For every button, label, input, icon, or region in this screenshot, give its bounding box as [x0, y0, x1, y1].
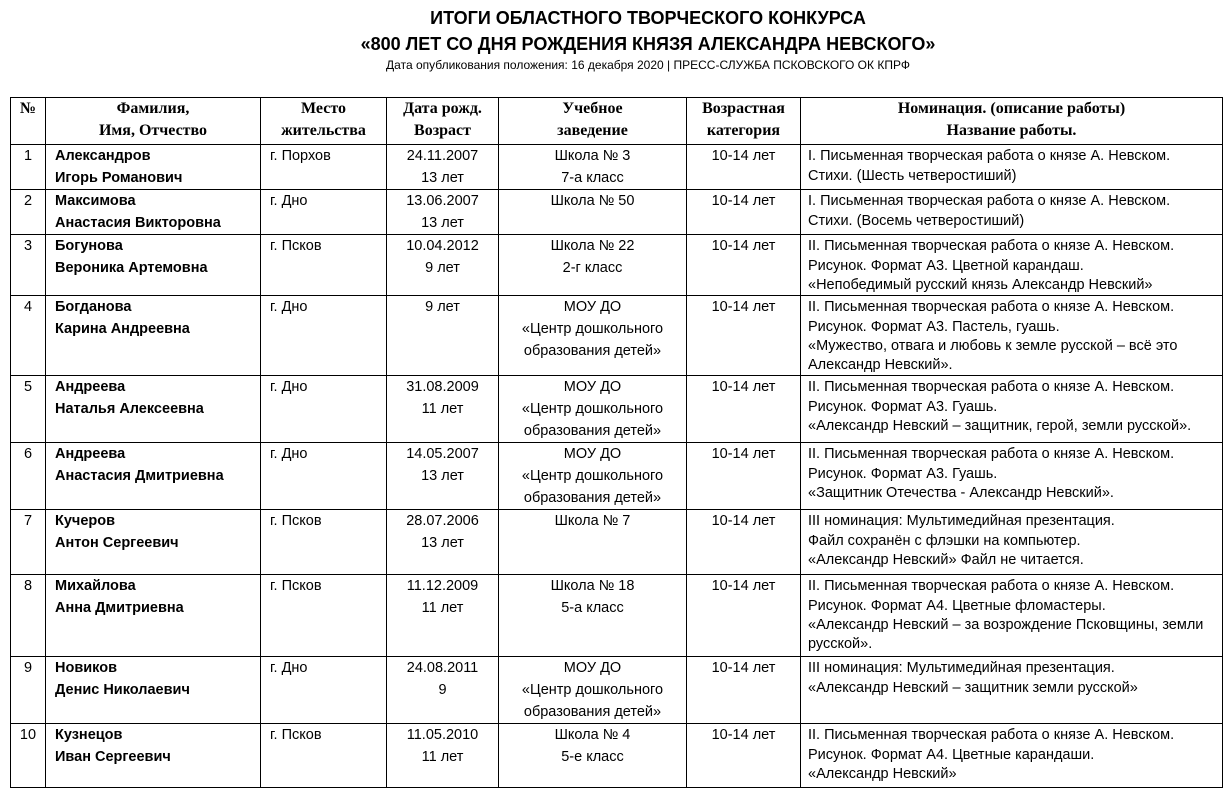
school-line: «Центр дошкольного [521, 682, 664, 698]
place: г. Псков [270, 727, 322, 743]
age: 11 лет [421, 401, 464, 417]
surname: Андреева [55, 379, 126, 395]
given-names: Денис Николаевич [55, 682, 190, 698]
cell-dob [387, 296, 499, 376]
row-number: 4 [23, 299, 33, 315]
given-names: Анна Дмитриевна [55, 600, 184, 616]
nomination-line: II. Письменная творческая работа о князе А. Невском. [808, 578, 1175, 594]
school-line: 7-а класс [561, 170, 624, 186]
nomination-line: II. Письменная творческая работа о князе А. Невском. [808, 727, 1175, 743]
nomination-line: «Защитник Отечества - Александр Невский». [808, 485, 1114, 501]
place: г. Псков [270, 238, 322, 254]
cell-number [11, 443, 46, 510]
surname: Богунова [55, 238, 123, 254]
table-row [11, 724, 1223, 788]
cell-name [46, 575, 261, 657]
cell-school [499, 235, 687, 296]
cell-nomination [801, 235, 1223, 296]
header-category-line: Возрастная [702, 100, 785, 117]
school-line: Школа № 22 [550, 238, 635, 254]
header-nomination [801, 98, 1223, 145]
school-line: Школа № 3 [554, 148, 631, 164]
cell-school [499, 190, 687, 235]
given-names: Игорь Романович [55, 170, 183, 186]
cell-number [11, 575, 46, 657]
age-category: 10-14 лет [711, 148, 776, 164]
age: 11 лет [421, 749, 464, 765]
place: г. Дно [270, 299, 308, 315]
cell-nomination [801, 296, 1223, 376]
document-header [72, 5, 1224, 73]
cell-school [499, 145, 687, 190]
surname: Кучеров [55, 513, 116, 529]
nomination-line: Рисунок. Формат А3. Гуашь. [808, 399, 998, 415]
nomination-line: Файл сохранён с флэшки на компьютер. [808, 533, 1081, 549]
school-line: образования детей» [523, 490, 662, 506]
cell-place [261, 145, 387, 190]
nomination-line: II. Письменная творческая работа о князе А. Невском. [808, 299, 1175, 315]
cell-nomination [801, 510, 1223, 575]
nomination-line: Рисунок. Формат А4. Цветные фломастеры. [808, 598, 1106, 614]
cell-dob [387, 443, 499, 510]
cell-name [46, 510, 261, 575]
row-number: 10 [19, 727, 37, 743]
cell-category [687, 376, 801, 443]
cell-nomination [801, 376, 1223, 443]
birth-date: 13.06.2007 [406, 193, 479, 209]
cell-name [46, 724, 261, 788]
age: 13 лет [421, 215, 464, 231]
cell-dob [387, 575, 499, 657]
row-number: 3 [23, 238, 33, 254]
nomination-line: Рисунок. Формат А3. Гуашь. [808, 466, 998, 482]
header-place-line: Место [301, 100, 346, 117]
place: г. Дно [270, 446, 308, 462]
nomination-line: II. Письменная творческая работа о князе А. Невском. [808, 238, 1175, 254]
cell-school [499, 657, 687, 724]
header-category-line: категория [706, 122, 781, 139]
given-names: Анастасия Дмитриевна [55, 468, 224, 484]
place: г. Дно [270, 660, 308, 676]
row-number: 1 [23, 148, 33, 164]
nomination-line: Рисунок. Формат А4. Цветные карандаши. [808, 747, 1095, 763]
table-row [11, 145, 1223, 190]
row-number: 7 [23, 513, 33, 529]
birth-date: 11.12.2009 [406, 578, 479, 594]
school-line: Школа № 18 [550, 578, 635, 594]
nomination-line: «Александр Невский – защитник, герой, земли русской». [808, 418, 1192, 434]
header-school [499, 98, 687, 145]
cell-number [11, 296, 46, 376]
place: г. Дно [270, 193, 308, 209]
school-line: 2-г класс [562, 260, 623, 276]
given-names: Наталья Алексеевна [55, 401, 204, 417]
table-row [11, 657, 1223, 724]
cell-nomination [801, 145, 1223, 190]
cell-category [687, 510, 801, 575]
row-number: 9 [23, 660, 33, 676]
cell-school [499, 510, 687, 575]
nomination-line: I. Письменная творческая работа о князе А. Невском. [808, 148, 1171, 164]
age-category: 10-14 лет [711, 299, 776, 315]
cell-nomination [801, 443, 1223, 510]
nomination-line: «Непобедимый русский князь Александр Невский» [808, 277, 1153, 293]
header-school-line: Учебное [562, 100, 623, 117]
cell-place [261, 724, 387, 788]
cell-dob [387, 145, 499, 190]
title-line-2: «800 ЛЕТ СО ДНЯ РОЖДЕНИЯ КНЯЗЯ АЛЕКСАНДРА НЕВСКОГО» [360, 34, 936, 54]
cell-number [11, 657, 46, 724]
cell-name [46, 190, 261, 235]
cell-place [261, 657, 387, 724]
results-table [10, 97, 1223, 788]
row-number: 8 [23, 578, 33, 594]
age-category: 10-14 лет [711, 238, 776, 254]
table-row [11, 235, 1223, 296]
given-names: Карина Андреевна [55, 321, 190, 337]
header-number [11, 98, 46, 145]
school-line: «Центр дошкольного [521, 401, 664, 417]
place: г. Псков [270, 578, 322, 594]
nomination-line: Стихи. (Восемь четверостиший) [808, 213, 1025, 229]
header-name-line: Имя, Отчество [98, 122, 208, 139]
birth-date: 11.05.2010 [406, 727, 479, 743]
cell-school [499, 575, 687, 657]
cell-school [499, 296, 687, 376]
cell-number [11, 145, 46, 190]
nomination-line: Рисунок. Формат А3. Цветной карандаш. [808, 258, 1084, 274]
surname: Александров [55, 148, 151, 164]
cell-category [687, 296, 801, 376]
cell-category [687, 190, 801, 235]
given-names: Иван Сергеевич [55, 749, 171, 765]
cell-place [261, 296, 387, 376]
given-names: Антон Сергеевич [55, 535, 179, 551]
age-category: 10-14 лет [711, 660, 776, 676]
header-nomination-line: Номинация. (описание работы) [897, 100, 1126, 117]
cell-school [499, 724, 687, 788]
cell-dob [387, 657, 499, 724]
nomination-line: русской». [808, 636, 873, 652]
table-row [11, 190, 1223, 235]
header-name-line: Фамилия, [116, 100, 190, 117]
birth-date: 28.07.2006 [406, 513, 479, 529]
cell-category [687, 235, 801, 296]
age-category: 10-14 лет [711, 513, 776, 529]
birth-date: 24.11.2007 [406, 148, 479, 164]
school-line: «Центр дошкольного [521, 321, 664, 337]
cell-place [261, 575, 387, 657]
cell-nomination [801, 724, 1223, 788]
school-line: МОУ ДО [563, 660, 622, 676]
nomination-line: «Александр Невский – защитник земли русской» [808, 680, 1138, 696]
cell-place [261, 190, 387, 235]
row-number: 6 [23, 446, 33, 462]
school-line: 5-е класс [561, 749, 624, 765]
header-school-line: заведение [557, 122, 628, 139]
school-line: «Центр дошкольного [521, 468, 664, 484]
cell-category [687, 657, 801, 724]
school-line: образования детей» [523, 704, 662, 720]
school-line: МОУ ДО [563, 446, 622, 462]
cell-number [11, 376, 46, 443]
birth-date: 31.08.2009 [406, 379, 479, 395]
age: 9 лет [425, 260, 460, 276]
surname: Андреева [55, 446, 126, 462]
row-number: 2 [23, 193, 33, 209]
age-category: 10-14 лет [711, 727, 776, 743]
cell-dob [387, 724, 499, 788]
cell-nomination [801, 575, 1223, 657]
age-category: 10-14 лет [711, 193, 776, 209]
age-category: 10-14 лет [711, 578, 776, 594]
nomination-line: Стихи. (Шесть четверостиший) [808, 168, 1017, 184]
surname: Кузнецов [55, 727, 123, 743]
age-category: 10-14 лет [711, 379, 776, 395]
header-category [687, 98, 801, 145]
school-line: МОУ ДО [563, 379, 622, 395]
cell-place [261, 443, 387, 510]
place: г. Псков [270, 513, 322, 529]
cell-nomination [801, 190, 1223, 235]
nomination-line: Рисунок. Формат А3. Пастель, гуашь. [808, 319, 1060, 335]
cell-number [11, 510, 46, 575]
school-line: образования детей» [523, 343, 662, 359]
cell-dob [387, 235, 499, 296]
cell-category [687, 443, 801, 510]
age: 9 лет [425, 299, 460, 315]
cell-dob [387, 510, 499, 575]
header-dob-line: Дата рожд. [403, 100, 482, 117]
nomination-line: III номинация: Мультимедийная презентация. [808, 513, 1115, 529]
nomination-line: II. Письменная творческая работа о князе А. Невском. [808, 446, 1175, 462]
cell-category [687, 575, 801, 657]
age-category: 10-14 лет [711, 446, 776, 462]
nomination-line: «Александр Невский – за возрождение Псковщины, земли [808, 617, 1204, 633]
header-dob-line: Возраст [414, 122, 471, 139]
cell-number [11, 190, 46, 235]
place: г. Порхов [270, 148, 331, 164]
title-line-1: ИТОГИ ОБЛАСТНОГО ТВОРЧЕСКОГО КОНКУРСА [430, 8, 866, 28]
cell-category [687, 145, 801, 190]
header-place [261, 98, 387, 145]
age: 13 лет [421, 468, 464, 484]
cell-name [46, 235, 261, 296]
publication-subtitle: Дата опубликования положения: 16 декабря 2020 | ПРЕСС-СЛУЖБА ПСКОВСКОГО ОК КПРФ [386, 58, 910, 72]
surname: Михайлова [55, 578, 136, 594]
school-line: Школа № 4 [554, 727, 631, 743]
cell-name [46, 443, 261, 510]
header-place-line: жительства [281, 122, 366, 139]
row-number: 5 [23, 379, 33, 395]
surname: Богданова [55, 299, 132, 315]
header-dob [387, 98, 499, 145]
cell-place [261, 235, 387, 296]
table-row [11, 376, 1223, 443]
age: 13 лет [421, 535, 464, 551]
table-row [11, 510, 1223, 575]
school-line: 5-а класс [561, 600, 624, 616]
birth-date: 14.05.2007 [406, 446, 479, 462]
birth-date: 10.04.2012 [406, 238, 479, 254]
birth-date: 24.08.2011 [406, 660, 479, 676]
nomination-line: I. Письменная творческая работа о князе А. Невском. [808, 193, 1171, 209]
nomination-line: «Александр Невский» Файл не читается. [808, 552, 1084, 568]
nomination-line: «Мужество, отвага и любовь к земле русской – всё это [808, 338, 1178, 354]
header-name [46, 98, 261, 145]
surname: Новиков [55, 660, 117, 676]
cell-school [499, 376, 687, 443]
cell-place [261, 510, 387, 575]
cell-dob [387, 376, 499, 443]
cell-place [261, 376, 387, 443]
age: 13 лет [421, 170, 464, 186]
table-header-row [11, 98, 1223, 145]
table-row [11, 443, 1223, 510]
cell-name [46, 145, 261, 190]
given-names: Вероника Артемовна [55, 260, 208, 276]
nomination-line: II. Письменная творческая работа о князе А. Невском. [808, 379, 1175, 395]
nomination-line: «Александр Невский» [808, 766, 957, 782]
cell-number [11, 235, 46, 296]
surname: Максимова [55, 193, 136, 209]
place: г. Дно [270, 379, 308, 395]
cell-nomination [801, 657, 1223, 724]
cell-category [687, 724, 801, 788]
cell-dob [387, 190, 499, 235]
cell-name [46, 376, 261, 443]
nomination-line: III номинация: Мультимедийная презентация. [808, 660, 1115, 676]
age: 9 [438, 682, 447, 698]
school-line: образования детей» [523, 423, 662, 439]
table-row [11, 575, 1223, 657]
age: 11 лет [421, 600, 464, 616]
given-names: Анастасия Викторовна [55, 215, 221, 231]
nomination-line: Александр Невский». [808, 357, 953, 373]
header-nomination-line: Название работы. [946, 122, 1077, 139]
cell-number [11, 724, 46, 788]
cell-school [499, 443, 687, 510]
cell-name [46, 657, 261, 724]
header-number-label: № [19, 100, 37, 117]
school-line: МОУ ДО [563, 299, 622, 315]
table-row [11, 296, 1223, 376]
school-line: Школа № 50 [550, 193, 635, 209]
school-line: Школа № 7 [554, 513, 631, 529]
cell-name [46, 296, 261, 376]
